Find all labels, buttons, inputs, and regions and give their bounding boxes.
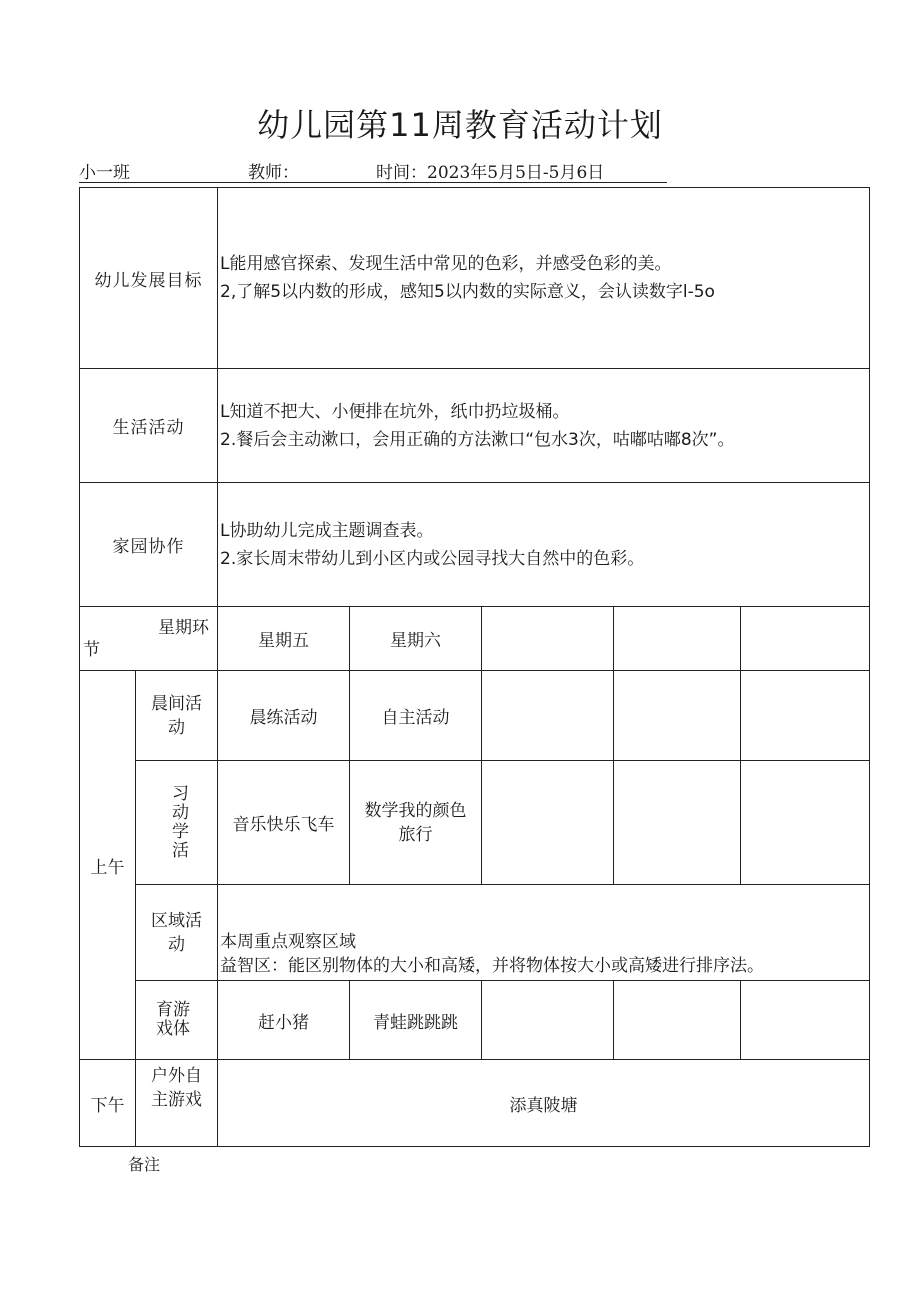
goals-label: 幼儿发展目标 — [80, 188, 218, 369]
area-label-2: 动 — [168, 934, 185, 955]
saturday-text-2: 旅行 — [398, 824, 433, 845]
corner-cell — [80, 607, 218, 671]
life-row — [80, 369, 870, 483]
sports-label-cell — [136, 981, 218, 1060]
morning-label: 上午 — [80, 671, 136, 1060]
empty-cell — [482, 981, 614, 1060]
morning-activity-label-2: 动 — [168, 717, 185, 738]
friday-cell: 晨练活动 — [218, 671, 350, 761]
learning-row — [80, 761, 870, 885]
afternoon-row — [80, 1060, 870, 1147]
day-header — [741, 607, 870, 671]
home-line-2: 2.家长周末带幼儿到小区内或公园寻找大自然中的色彩。 — [220, 548, 645, 569]
sports-label: 育游戏体 — [156, 1000, 190, 1039]
outdoor-label — [136, 1060, 218, 1147]
day-header — [482, 607, 614, 671]
learning-label-cell — [136, 761, 218, 885]
morning-activity-label — [136, 671, 218, 761]
saturday-text-1: 数学我的颜色 — [364, 800, 467, 821]
day-header — [614, 607, 741, 671]
saturday-cell: 自主活动 — [350, 671, 482, 761]
area-label — [136, 885, 218, 981]
home-line-1: L协助幼儿完成主题调查表。 — [220, 520, 434, 541]
goals-line-2: 2,了解5以内数的形成，感知5以内数的实际意义，会认读数字l-5o — [220, 282, 715, 302]
outdoor-label-2: 主游戏 — [151, 1090, 202, 1110]
saturday-cell: 青蛙跳跳跳 — [350, 981, 482, 1060]
home-label: 家园协作 — [80, 483, 218, 607]
empty-cell — [741, 981, 870, 1060]
morning-activity-row — [80, 671, 870, 761]
learning-label: 习动学活 — [172, 783, 189, 861]
home-row — [80, 483, 870, 607]
life-label: 生活活动 — [80, 369, 218, 483]
outdoor-content: 添真陂塘 — [218, 1060, 870, 1147]
area-row — [80, 885, 870, 981]
time-label: 时间：2023年5月5日-5月6日 — [376, 163, 605, 183]
friday-cell: 赶小猪 — [218, 981, 350, 1060]
life-line-2: 2.餐后会主动漱口，会用正确的方法漱口“包水3次，咕嘟咕嘟8次”。 — [220, 429, 735, 450]
saturday-cell — [350, 761, 482, 885]
empty-cell — [614, 761, 741, 885]
empty-cell — [614, 981, 741, 1060]
teacher-label: 教师： — [248, 163, 299, 183]
class-name: 小一班 — [79, 163, 130, 183]
goals-content — [218, 188, 870, 369]
area-content — [218, 885, 870, 981]
corner-top-text: 星期环 — [158, 618, 209, 638]
empty-cell — [614, 671, 741, 761]
morning-activity-label-1: 晨间活 — [151, 693, 202, 714]
friday-cell: 音乐快乐飞车 — [218, 761, 350, 885]
note-label: 备注 — [128, 1155, 161, 1174]
day-header-row — [80, 607, 870, 671]
outdoor-label-1: 户外自 — [151, 1066, 202, 1086]
day-header: 星期五 — [218, 607, 350, 671]
afternoon-label: 下午 — [80, 1060, 136, 1147]
area-line-2: 益智区：能区别物体的大小和高矮，并将物体按大小或高矮进行排序法。 — [220, 956, 764, 976]
empty-cell — [482, 761, 614, 885]
corner-bottom-text: 节 — [83, 640, 100, 660]
header-meta — [79, 158, 667, 183]
day-header: 星期六 — [350, 607, 482, 671]
empty-cell — [741, 761, 870, 885]
area-label-1: 区域活 — [151, 910, 202, 931]
empty-cell — [482, 671, 614, 761]
home-content — [218, 483, 870, 607]
life-content — [218, 369, 870, 483]
empty-cell — [741, 671, 870, 761]
area-line-1: 本周重点观察区域 — [220, 932, 356, 952]
goals-line-1: L能用感官探索、发现生活中常见的色彩，并感受色彩的美。 — [220, 254, 672, 274]
sports-row — [80, 981, 870, 1060]
life-line-1: L知道不把大、小便排在坑外，纸巾扔垃圾桶。 — [220, 401, 570, 422]
page-title: 幼儿园第11周教育活动计划 — [257, 106, 663, 144]
goals-row — [80, 188, 870, 369]
plan-table — [79, 187, 870, 1147]
